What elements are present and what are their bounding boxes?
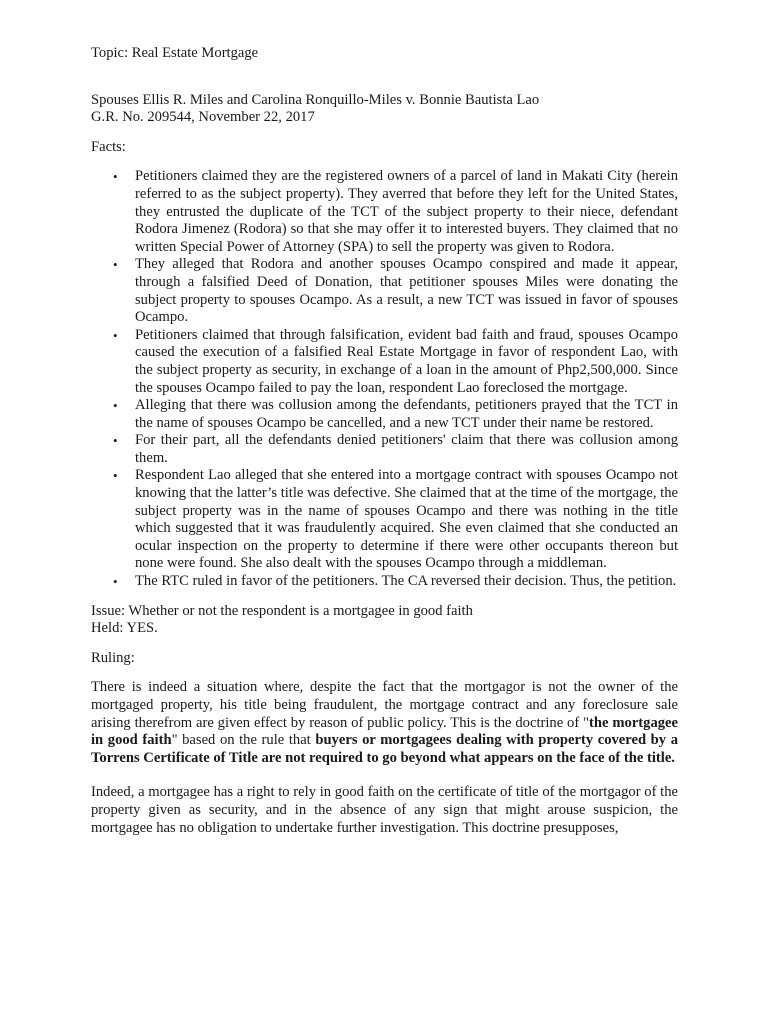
facts-list-item xyxy=(91,467,678,573)
case-title: Spouses Ellis R. Miles and Carolina Ronquillo-Miles v. Bonnie Bautista Lao xyxy=(91,91,540,108)
ruling-paragraph-1 xyxy=(91,679,678,767)
fact-text: They alleged that Rodora and another spouses Ocampo conspired and made it appear, through a falsified Deed of Donation, that petitioner spouses Miles were donating the subject property to spouses Ocampo. As a result, a new TCT was issued in favor of spouses Ocampo. xyxy=(135,256,678,326)
ruling-paragraph-2: Indeed, a mortgagee has a right to rely in good faith on the certificate of title of the mortgagor of the property given as security, and in the absence of any sign that might arouse suspicion, the mortgagee has no obligation to undertake further investigation. This doctrine presupposes, xyxy=(91,784,678,836)
facts-heading: Facts: xyxy=(91,138,126,155)
fact-text: Petitioners claimed they are the registered owners of a parcel of land in Makati City (herein referred to as the subject property). They averred that before they left for the United States, they entrusted the duplicate of the TCT of the subject property to their niece, defendant Rodora Jimenez (Rodora) so that she may offer it to interested buyers. They claimed that no written Special Power of Attorney (SPA) to sell the property was given to Rodora. xyxy=(135,168,678,255)
document-page xyxy=(91,45,678,854)
facts-list-item xyxy=(91,573,678,591)
fact-text: Petitioners claimed that through falsification, evident bad faith and fraud, spouses Ocampo caused the execution of a falsified Real Estate Mortgage in favor of respondent Lao, with the subject property as security, in exchange of a loan in the amount of Php2,500,000. Since the spouses Ocampo failed to pay the loan, respondent Lao foreclosed the mortgage. xyxy=(135,326,678,396)
bullet-icon: • xyxy=(113,327,118,343)
fact-text: Respondent Lao alleged that she entered into a mortgage contract with spouses Ocampo not knowing that the latter’s title was defective. She claimed that at the time of the mortgage, the subject property was in the name of spouses Ocampo and there was nothing in the title which suggested that it was fraudulently acquired. She even claimed that she conducted an ocular inspection on the property to determine if there were other occupants thereon but none were found. She also dealt with the spouses Ocampo through a middleman. xyxy=(135,467,678,572)
bullet-icon: • xyxy=(113,574,118,590)
facts-list-item xyxy=(91,432,678,467)
ruling-emphasis-rule: buyers or mortgagees dealing with property covered by a Torrens Certificate of Title are not required to go beyond what appears on the face of the title. xyxy=(91,732,678,766)
bullet-icon: • xyxy=(113,468,118,484)
facts-list-item xyxy=(91,397,678,432)
ruling-heading: Ruling: xyxy=(91,649,135,666)
held-line: Held: YES. xyxy=(91,620,158,637)
fact-text: The RTC ruled in favor of the petitioners. The CA reversed their decision. Thus, the petition. xyxy=(135,573,677,590)
fact-text: Alleging that there was collusion among the defendants, petitioners prayed that the TCT in the name of spouses Ocampo be cancelled, and a new TCT under their name be restored. xyxy=(135,397,678,431)
bullet-icon: • xyxy=(113,169,118,185)
ruling-text: There is indeed a situation where, despite the fact that the mortgagor is not the owner of the mortgaged property, his title being fraudulent, the mortgage contract and any foreclosure sale arising therefrom are given effect by reason of public policy. This is the doctrine of " xyxy=(91,679,678,731)
facts-list xyxy=(91,168,678,590)
fact-text: For their part, all the defendants denied petitioners' claim that there was collusion among them. xyxy=(135,432,678,466)
bullet-icon: • xyxy=(113,398,118,414)
bullet-icon: • xyxy=(113,433,118,449)
facts-list-item xyxy=(91,327,678,397)
facts-list-item xyxy=(91,168,678,256)
ruling-text: " based on the rule that xyxy=(171,732,316,749)
topic-line: Topic: Real Estate Mortgage xyxy=(91,45,259,61)
issue-line: Issue: Whether or not the respondent is a mortgagee in good faith xyxy=(91,602,473,619)
facts-list-item xyxy=(91,256,678,326)
bullet-icon: • xyxy=(113,257,118,273)
case-gr-number: G.R. No. 209544, November 22, 2017 xyxy=(91,109,315,126)
ruling-emphasis-doctrine: the mortgagee in good faith xyxy=(91,714,678,749)
